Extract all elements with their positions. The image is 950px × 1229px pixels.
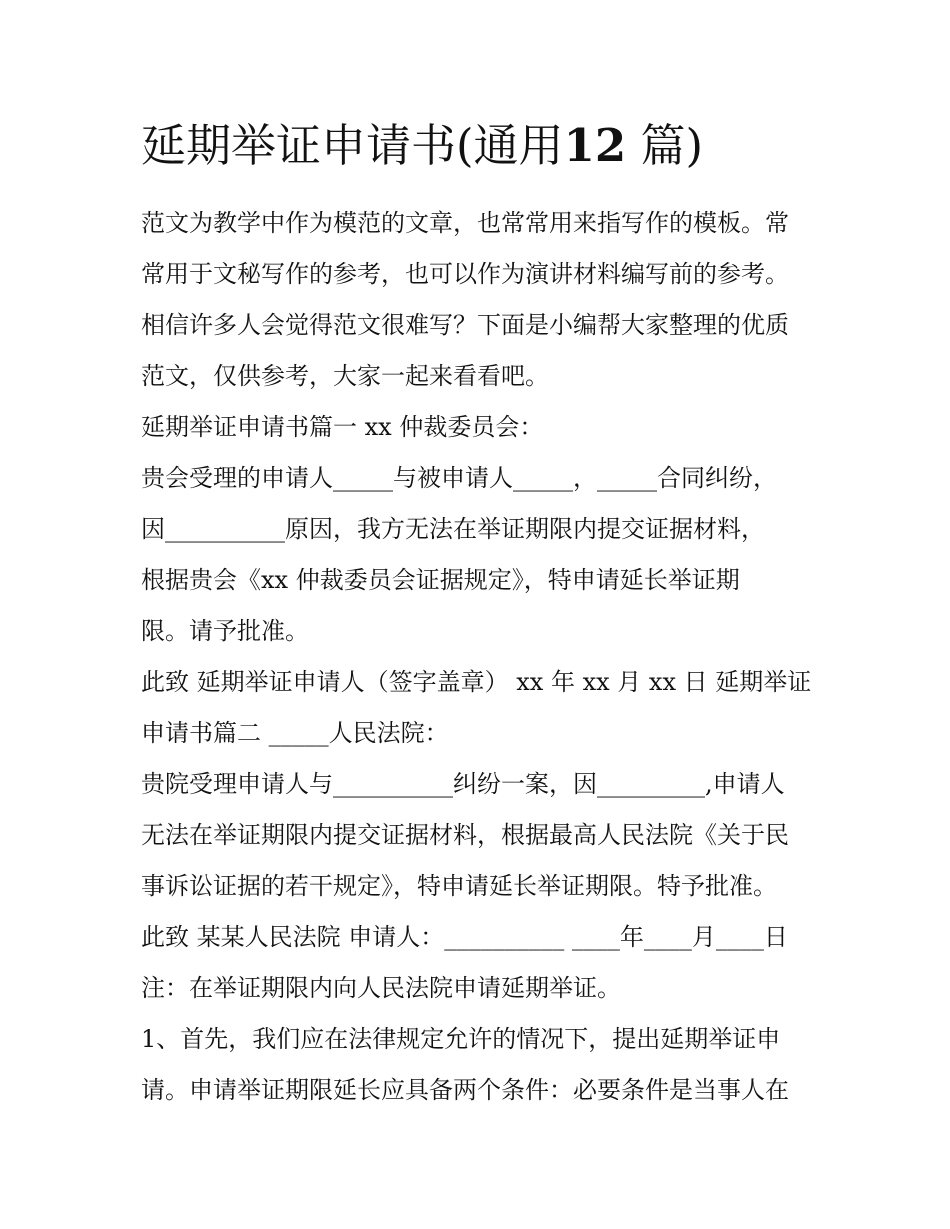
body-line: 范文为教学中作为模范的文章，也常常用来指写作的模板。常 bbox=[141, 209, 789, 237]
body-line: 限。请予批准。 bbox=[141, 617, 309, 645]
body-line: 延期举证申请书篇一 xx 仲裁委员会： bbox=[141, 413, 544, 441]
body-line: 此致 某某人民法院 申请人：__________ ____年____月____日 bbox=[141, 923, 788, 951]
body-line: 无法在举证期限内提交证据材料，根据最高人民法院《关于民 bbox=[141, 821, 789, 849]
body-line: 1、首先，我们应在法律规定允许的情况下，提出延期举证申 bbox=[141, 1025, 781, 1053]
body-line: 因__________原因，我方无法在举证期限内提交证据材料， bbox=[141, 515, 765, 543]
body-line: 申请书篇二 _____人民法院： bbox=[141, 719, 449, 747]
body-line: 请。申请举证期限延长应具备两个条件：必要条件是当事人在 bbox=[141, 1076, 789, 1104]
document-title bbox=[141, 116, 703, 176]
body-line: 贵院受理申请人与__________纠纷一案，因_________,申请人 bbox=[141, 770, 785, 798]
body-line: 常用于文秘写作的参考，也可以作为演讲材料编写前的参考。 bbox=[141, 260, 789, 288]
body-line: 注：在举证期限内向人民法院申请延期举证。 bbox=[141, 974, 621, 1002]
body-line: 范文，仅供参考，大家一起来看看吧。 bbox=[141, 362, 549, 390]
document-body bbox=[141, 198, 831, 1116]
body-line: 此致 延期举证申请人（签字盖章） xx 年 xx 月 xx 日 延期举证 bbox=[141, 668, 812, 696]
title-prefix: 延期举证申请书(通用 bbox=[141, 119, 564, 172]
body-line: 根据贵会《xx 仲裁委员会证据规定》，特申请延长举证期 bbox=[141, 566, 740, 594]
body-line: 相信许多人会觉得范文很难写？下面是小编帮大家整理的优质 bbox=[141, 311, 789, 339]
body-line: 事诉讼证据的若干规定》，特申请延长举证期限。特予批准。 bbox=[141, 872, 777, 900]
body-line: 贵会受理的申请人_____与被申请人_____，_____合同纠纷， bbox=[141, 464, 777, 492]
title-number: 12 bbox=[563, 119, 627, 172]
title-suffix: 篇) bbox=[640, 119, 704, 172]
